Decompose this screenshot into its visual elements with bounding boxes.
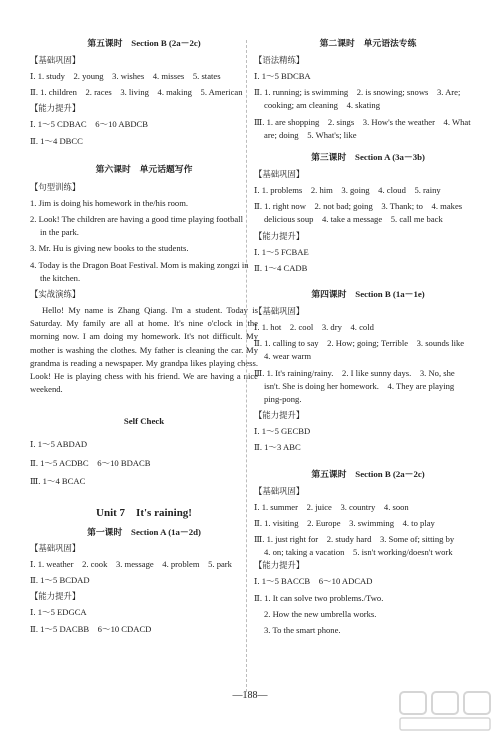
subsection-label: 【基础巩固】 — [30, 544, 81, 554]
answer-line: Ⅰ. 1. weather 2. cook 3. message 4. problem 5. park — [30, 559, 232, 570]
subsection-label: 【基础巩固】 — [254, 170, 305, 180]
composition-paragraph: Hello! My name is Zhang Qiang. I'm a student. Today is Saturday. My family are all at home. It's nine o'clock in the morning now. I am doing my homework. It's not difficult. My mother is washing the clothes. My father is cleaning the car. My grandma is reading a newspaper. My grandpa likes playing chess. Look! He is playing chess with his friend. We are having a nice weekend. — [30, 305, 258, 395]
section-title: 第五课时 Section B (2a－2c) — [311, 468, 425, 479]
subsection-label: 【能力提升】 — [30, 592, 81, 602]
column-divider — [246, 40, 247, 692]
section-title: Self Check — [123, 416, 165, 427]
subsection-label: 【基础巩固】 — [254, 486, 305, 496]
answer-line: Ⅰ. 1. summer 2. juice 3. country 4. soon — [254, 501, 409, 512]
answer-line: Ⅱ. 1～3 ABC — [254, 442, 301, 453]
answer-line: Ⅱ. 1. It can solve two problems./Two. — [254, 592, 384, 603]
answer-line: Ⅱ. 1～5 DACBB 6～10 CDACD — [30, 623, 152, 634]
subsection-label: 【能力提升】 — [254, 231, 305, 241]
answer-line: ping-pong. — [264, 394, 302, 405]
section-title: 第六课时 单元话题写作 — [95, 163, 193, 174]
subsection-label: 【能力提升】 — [254, 561, 305, 571]
answer-line: Ⅲ. 1. It's raining/rainy. 2. I like sunny days. 3. No, she — [254, 367, 455, 378]
answer-line: Ⅰ. 1～5 FCBAE — [254, 246, 309, 257]
answer-line: 2. Look! The children are having a good time playing football — [30, 214, 243, 225]
answer-line: Ⅰ. 1～5 BACCB 6～10 ADCAD — [254, 576, 373, 587]
section-title: 第二课时 单元语法专练 — [319, 38, 417, 48]
answer-line: Ⅰ. 1～5 EDGCA — [30, 607, 87, 618]
answer-line: 2. How the new umbrella works. — [264, 608, 377, 619]
answer-line: are; doing 5. What's; like — [264, 129, 357, 140]
answer-line: Ⅰ. 1. study 2. young 3. wishes 4. misses 5. states — [30, 71, 221, 81]
answer-line: delicious soup 4. take a message 5. call me back — [264, 214, 443, 225]
answer-line: Ⅲ. 1～4 BCAC — [30, 475, 86, 486]
answer-line: Ⅱ. 1～5 ACDBC 6～10 BDACB — [30, 457, 151, 468]
answer-line: Ⅱ. 1. visiting 2. Europe 3. swimming 4. to play — [254, 517, 435, 528]
answer-line: Ⅱ. 1. calling to say 2. How; going; Terrible 3. sounds like — [254, 338, 465, 349]
answer-line: 3. Mr. Hu is giving new books to the students. — [30, 243, 189, 254]
answer-line: Ⅱ. 1～4 CADB — [254, 262, 308, 273]
section-title: 第一课时 Section A (1a－2d) — [87, 527, 201, 538]
subsection-label: 【基础巩固】 — [30, 56, 81, 65]
subsection-label: 【能力提升】 — [254, 411, 305, 421]
answer-line: isn't. She is doing her homework. 4. They are playing — [264, 380, 455, 391]
answer-line: 3. To the smart phone. — [264, 625, 341, 636]
answer-line: the kitchen. — [40, 272, 81, 283]
answer-line: Ⅰ. 1. hot 2. cool 3. dry 4. cold — [254, 322, 374, 333]
answer-line: Ⅱ. 1～5 BCDAD — [30, 575, 90, 586]
answer-line: in the park. — [40, 227, 79, 238]
section-title: 第三课时 Section A (3a－3b) — [311, 152, 425, 163]
page-number: —188— — [232, 690, 268, 701]
answer-line: Ⅱ. 1. children 2. races 3. living 4. making 5. American — [30, 87, 243, 98]
left-column — [30, 36, 258, 636]
unit-title: Unit 7 It's raining! — [96, 507, 192, 520]
subsection-label: 【基础巩固】 — [254, 307, 305, 317]
answer-line: cooking; am cleaning 4. skating — [264, 100, 380, 111]
answer-line: Ⅱ. 1. running; is swimming 2. is snowing; snows 3. Are; — [254, 87, 461, 98]
answer-line: Ⅲ. 1. are shopping 2. sings 3. How's the weather 4. What — [254, 116, 471, 127]
subsection-label: 【能力提升】 — [30, 104, 81, 114]
answer-line: Ⅰ. 1～5 GECBD — [254, 426, 311, 437]
subsection-label: 【语法精练】 — [254, 56, 305, 65]
answer-line: Ⅱ. 1. right now 2. not bad; going 3. Thank; to 4. makes — [254, 201, 463, 212]
answer-line: 4. wear warm — [264, 351, 312, 362]
answer-line: Ⅲ. 1. just right for 2. study hard 3. Some of; sitting by — [254, 534, 455, 545]
answer-line: 4. Today is the Dragon Boat Festival. Mom is making zongzi in — [30, 259, 249, 270]
section-title: 第五课时 Section B (2a－2c) — [87, 38, 201, 48]
answer-line: Ⅰ. 1～5 CDBAC 6～10 ABDCB — [30, 119, 148, 130]
answer-line: Ⅱ. 1～4 DBCC — [30, 135, 83, 146]
right-column — [254, 36, 482, 637]
answer-line: Ⅰ. 1. problems 2. him 3. going 4. cloud 5. rainy — [254, 185, 441, 196]
section-title: 第四课时 Section B (1a－1e) — [311, 289, 425, 300]
answer-line: Ⅰ. 1～5 BDCBA — [254, 71, 311, 81]
answer-line: 4. on; taking a vacation 5. isn't working/doesn't work — [264, 547, 453, 558]
watermark-logo — [398, 688, 494, 734]
subsection-label: 【句型训练】 — [30, 182, 81, 192]
subsection-label: 【实战演练】 — [30, 290, 81, 300]
answer-line: 1. Jim is doing his homework in the/his room. — [30, 197, 189, 208]
answer-line: Ⅰ. 1～5 ABDAD — [30, 439, 88, 450]
